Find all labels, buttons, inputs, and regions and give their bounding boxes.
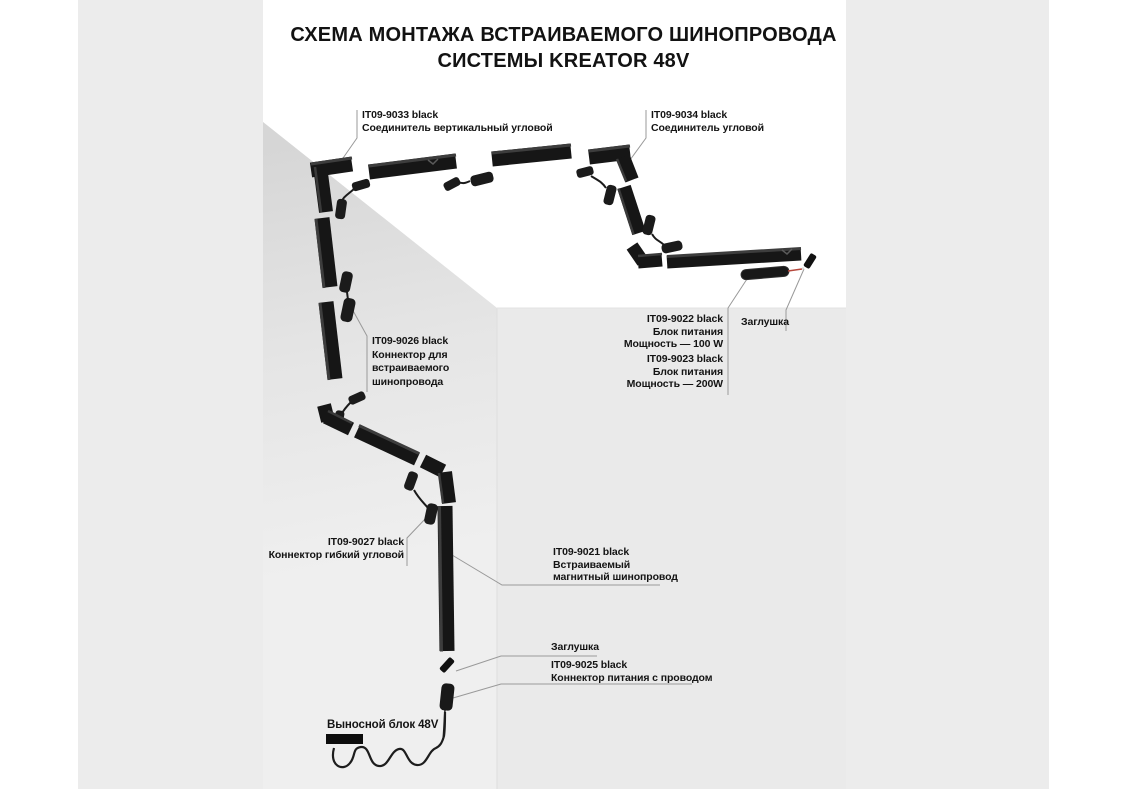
magnetic-track-9021 <box>440 506 448 652</box>
label-it09-9034 <box>651 109 764 134</box>
title-line-1: СХЕМА МОНТАЖА ВСТРАИВАЕМОГО ШИНОПРОВОДА <box>290 24 837 46</box>
label-endcap-bottom <box>551 641 599 654</box>
label-endcap-top <box>741 316 789 329</box>
part-name: Коннектор гибкий угловой <box>268 548 404 561</box>
part-code: IT09-9026 black <box>372 335 449 347</box>
part-name: Встраиваемый <box>553 558 631 571</box>
label-remote-block <box>327 719 438 732</box>
part-name: Блок питания <box>652 365 723 378</box>
label-it09-9021 <box>553 546 678 584</box>
part-code: IT09-9025 black <box>551 659 628 671</box>
part-name: Соединитель угловой <box>651 121 764 134</box>
part-name: Соединитель вертикальный угловой <box>362 121 553 134</box>
part-code: IT09-9022 black <box>646 313 723 325</box>
part-power: Мощность — 100 W <box>623 338 723 350</box>
part-code: IT09-9034 black <box>651 109 728 121</box>
label-it09-9033 <box>362 109 553 134</box>
part-code: IT09-9023 black <box>646 353 723 365</box>
part-name: Коннектор для <box>372 348 448 361</box>
part-name: Заглушка <box>551 641 599 653</box>
part-name: встраиваемого <box>372 362 450 374</box>
part-code: IT09-9021 black <box>553 546 630 558</box>
title-line-2: СИСТЕМЫ KREATOR 48V <box>437 50 690 72</box>
part-name: Заглушка <box>741 316 789 328</box>
label-it09-9023 <box>627 353 723 391</box>
label-it09-9025 <box>551 659 712 684</box>
diagram-title <box>78 22 1049 74</box>
part-name: Блок питания <box>652 325 723 338</box>
part-power: Мощность — 200W <box>626 378 723 390</box>
label-it09-9022 <box>624 313 723 351</box>
part-name: магнитный шинопровод <box>553 571 678 583</box>
remote-block-48v <box>326 734 363 744</box>
part-name: Выносной блок 48V <box>327 719 439 731</box>
label-it09-9026 <box>372 335 449 389</box>
part-name: Коннектор питания с проводом <box>551 671 713 684</box>
part-code: IT09-9027 black <box>327 536 404 548</box>
part-name: шинопровода <box>372 375 444 388</box>
label-it09-9027 <box>269 536 404 561</box>
part-code: IT09-9033 black <box>362 109 439 121</box>
